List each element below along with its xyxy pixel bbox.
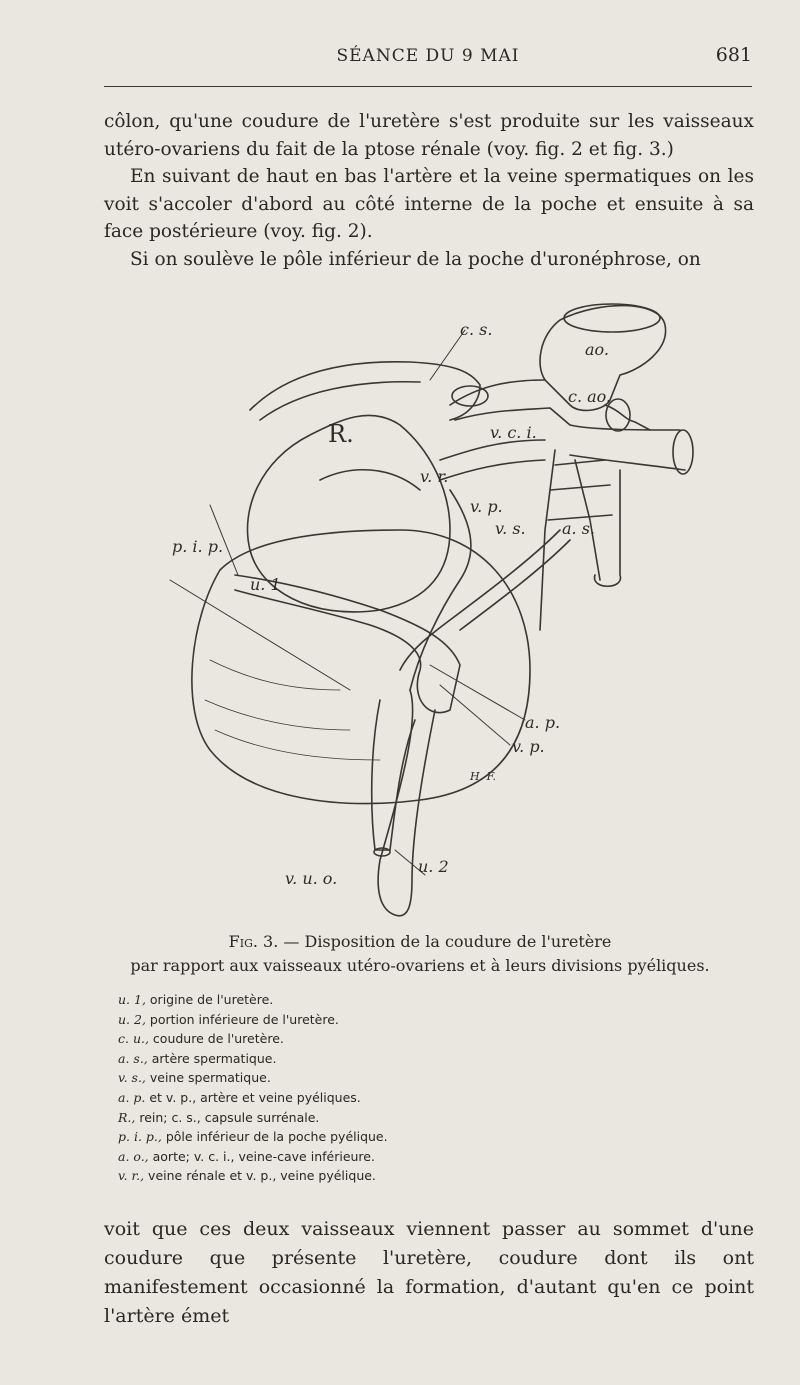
page-header	[104, 42, 752, 72]
anatomical-figure	[150, 290, 765, 930]
label-vr: v. r.	[420, 467, 449, 486]
label-cao: c. ao.	[568, 387, 612, 406]
aorta-opening	[564, 304, 660, 332]
label-R: R.	[328, 420, 354, 448]
legend-abbr: u. 1,	[118, 992, 146, 1007]
paragraph: côlon, qu'une coudure de l'uretère s'est produite sur les vaisseaux utéro-ovariens du fait de la ptose rénale (voy. fig. 2 et fig. 3.)	[104, 111, 754, 160]
legend-abbr: a. p.	[118, 1089, 146, 1105]
label-cs: c. s.	[460, 320, 493, 339]
legend-text: rein; c. s., capsule surrénale.	[135, 1109, 320, 1125]
legend-abbr: v. s.,	[118, 1070, 146, 1086]
legend-abbr: a. s.,	[118, 1050, 148, 1066]
figure-drawing	[150, 290, 765, 930]
label-vuo: v. u. o.	[285, 869, 338, 888]
page-number: 681	[715, 44, 752, 66]
caption-fig-label: Fig. 3.	[228, 932, 279, 951]
legend-abbr: v. r.,	[118, 1168, 145, 1184]
legend-text: coudure de l'uretère.	[148, 1031, 284, 1047]
label-as: a. s.	[562, 519, 596, 538]
legend-text: veine spermatique.	[145, 1070, 271, 1086]
label-vp-bottom: v. p.	[512, 737, 545, 756]
legend-text: veine rénale et v. p., veine pyélique.	[144, 1168, 376, 1184]
legend-item	[118, 1049, 618, 1069]
label-vp-top: v. p.	[470, 497, 503, 516]
caption-title: — Disposition de la coudure de l'uretère	[278, 932, 612, 951]
legend-item	[118, 1108, 618, 1128]
paragraph: En suivant de haut en bas l'artère et la veine spermatiques on les voit s'accoler d'abord au côté interne de la poche et ensuite à sa face postérieure (voy. fig. 2).	[104, 166, 754, 242]
pyelic-pouch-shape	[192, 530, 530, 803]
legend-text: aorte; v. c. i., veine-cave inférieure.	[148, 1148, 375, 1164]
legend-item	[118, 1166, 618, 1186]
caption-line-2: par rapport aux vaisseaux utéro-ovariens et à leurs divisions pyéliques.	[130, 956, 710, 975]
legend-item	[118, 1127, 618, 1147]
legend-item	[118, 1088, 618, 1108]
caption-line-1	[80, 930, 760, 954]
paragraph: Si on soulève le pôle inférieur de la poche d'uronéphrose, on	[130, 248, 701, 270]
legend-text: artère spermatique.	[147, 1050, 277, 1066]
legend-abbr: R.,	[118, 1109, 136, 1125]
figure-legend	[118, 990, 618, 1186]
body-text-bottom	[104, 1215, 754, 1331]
adrenal-capsule-shape	[250, 362, 480, 420]
legend-text: et v. p., artère et veine pyéliques.	[145, 1089, 361, 1105]
label-vs: v. s.	[495, 519, 526, 538]
legend-abbr: u. 2,	[118, 1011, 146, 1027]
figure-caption	[80, 930, 760, 978]
legend-text: pôle inférieur de la poche pyélique.	[161, 1129, 388, 1145]
body-text-top	[104, 108, 754, 273]
legend-item	[118, 1068, 618, 1088]
legend-item	[118, 1029, 618, 1049]
label-u1: u. 1	[250, 575, 281, 594]
paragraph: voit que ces deux vaisseaux viennent passer au sommet d'une coudure que présente l'uretère, coudure dont ils ont manifestement occasionné la formation, d'autant qu'en ce point l'artère émet	[104, 1218, 754, 1327]
legend-abbr: a. o.,	[118, 1148, 149, 1164]
label-u2: u. 2	[418, 857, 449, 876]
legend-abbr: c. u.,	[118, 1031, 149, 1047]
spermatic-vessels	[410, 490, 471, 690]
artist-signature: H. F.	[470, 770, 497, 783]
label-ap: a. p.	[525, 713, 561, 732]
label-pip: p. i. p.	[172, 537, 224, 556]
legend-item	[118, 990, 618, 1010]
legend-item	[118, 1147, 618, 1167]
header-rule	[104, 86, 752, 87]
legend-abbr: p. i. p.,	[118, 1129, 162, 1145]
running-title: SÉANCE DU 9 MAI	[336, 46, 520, 66]
legend-text: portion inférieure de l'uretère.	[145, 1011, 339, 1027]
label-ao: ao.	[585, 340, 609, 359]
label-vci: v. c. i.	[490, 423, 537, 442]
legend-text: origine de l'uretère.	[145, 992, 274, 1007]
legend-item	[118, 1010, 618, 1030]
